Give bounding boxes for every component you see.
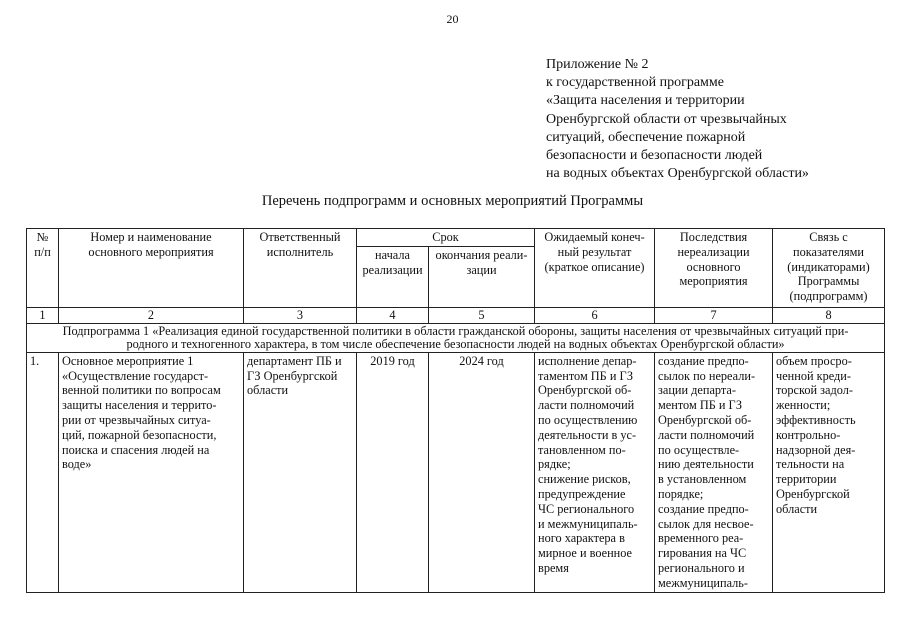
header-end: окончания реали- зации — [429, 246, 535, 307]
header-link: Связь с показателями (индикаторами) Программы (подпрограмм) — [773, 229, 885, 308]
header-start: начала реализации — [357, 246, 429, 307]
page-number: 20 — [446, 12, 459, 26]
header-executor: Ответственный исполнитель — [244, 229, 357, 308]
row-link: объем просро- ченной креди- торской задол- женности; эффективность контрольно- надзорной дея- тельности на территории Оренбургской области — [773, 352, 885, 592]
header-consequences: Последствия нереализации основного мероприятия — [655, 229, 773, 308]
row-consequences: создание предпо- сылок по нереали- зации департа- ментом ПБ и ГЗ Оренбургской об- ласти полномочий по осуществле- нию деятельности в установленном порядке; создание предпо- сылок для несвое- временного реа- гирования на ЧС регионального и межмуниципаль- — [655, 352, 773, 592]
row-name: Основное мероприятие 1 «Осуществление государст- венной политики по вопросам защиты населения и террито- рии от чрезвычайных ситуа- ций, пожарной безопасности, поиска и спасения людей на воде» — [59, 352, 244, 592]
column-number: 2 — [59, 307, 244, 323]
appendix-line: ситуаций, обеспечение пожарной — [546, 129, 746, 145]
document-title: Перечень подпрограмм и основных мероприятий Программы — [261, 193, 644, 209]
row-num: 1. — [27, 352, 59, 592]
column-number: 4 — [357, 307, 429, 323]
row-end: 2024 год — [429, 352, 535, 592]
appendix-line: к государственной программе — [546, 75, 724, 91]
header-name: Номер и наименование основного мероприятия — [59, 229, 244, 308]
header-row — [27, 229, 885, 247]
column-number: 5 — [429, 307, 535, 323]
column-number: 3 — [244, 307, 357, 323]
measures-table — [26, 228, 885, 593]
row-start: 2019 год — [357, 352, 429, 592]
header-term: Срок — [357, 229, 535, 247]
column-number: 8 — [773, 307, 885, 323]
appendix-line: безопасности и безопасности людей — [546, 148, 763, 164]
appendix-header — [546, 56, 809, 183]
subprogram-title: Подпрограмма 1 «Реализация единой государственной политики в области гражданской обороны, защиты населения от чрезвычайных ситуаций при- родного и техногенного характера, в том числе обеспечение безопасности людей на водных объектах Оренбургской области» — [27, 323, 885, 352]
column-number-row — [27, 307, 885, 323]
column-number: 6 — [535, 307, 655, 323]
column-number: 7 — [655, 307, 773, 323]
appendix-line: на водных объектах Оренбургской области» — [546, 166, 809, 182]
row-result: исполнение депар- таментом ПБ и ГЗ Оренбургской об- ласти полномочий по осуществлению деятельности в ус- тановленном по- рядке; снижение рисков, предупреждение ЧС регионального и межмуниципаль- ного характера в мирное и военное время — [535, 352, 655, 592]
appendix-line: Приложение № 2 — [546, 57, 649, 72]
table-row — [27, 352, 885, 592]
subprogram-row — [27, 323, 885, 352]
row-executor: департамент ПБ и ГЗ Оренбургской области — [244, 352, 357, 592]
appendix-line: Оренбургской области от чрезвычайных — [546, 111, 787, 127]
header-num: № п/п — [27, 229, 59, 308]
header-result: Ожидаемый конеч- ный результат (краткое описание) — [535, 229, 655, 308]
appendix-line: «Защита населения и территории — [546, 93, 745, 109]
column-number: 1 — [27, 307, 59, 323]
